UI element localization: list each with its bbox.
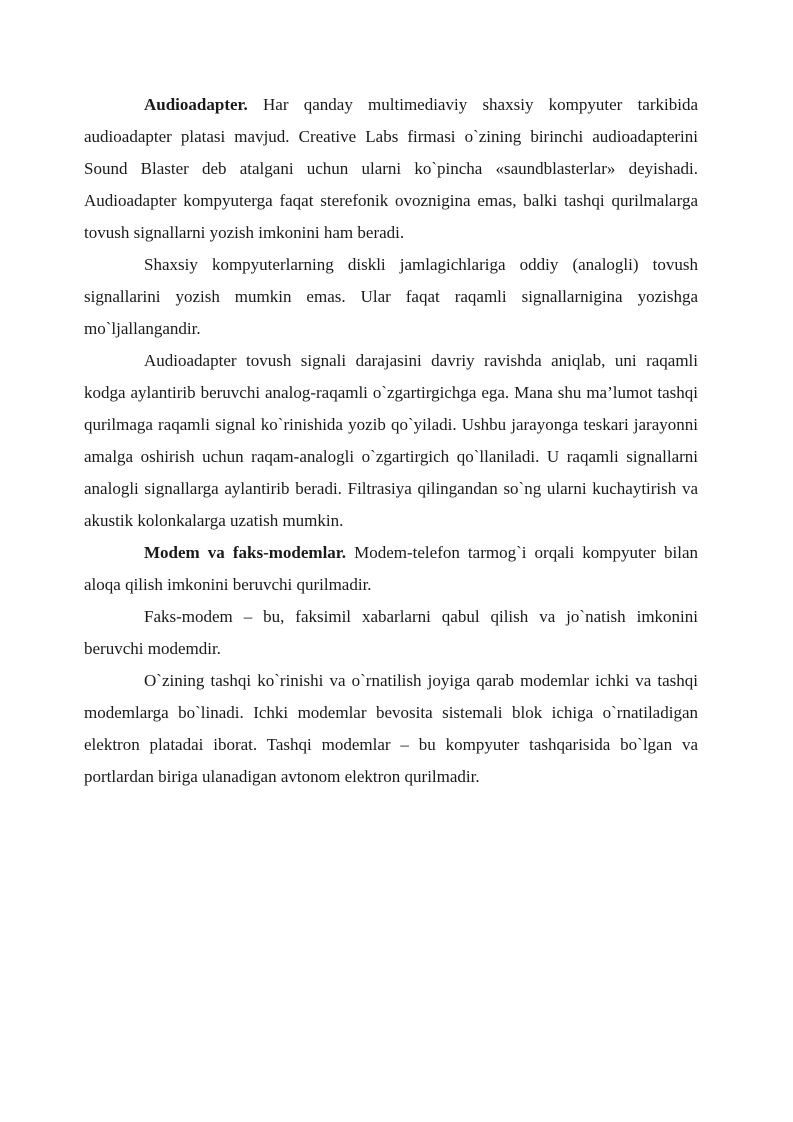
heading-modem: Modem va faks-modemlar.	[144, 543, 347, 562]
heading-audioadapter: Audioadapter.	[144, 95, 248, 114]
paragraph-converter	[84, 345, 698, 537]
document-page	[84, 89, 698, 793]
paragraph-modem-types	[84, 665, 698, 793]
paragraph-text: Audioadapter tovush signali darajasini davriy ravishda aniqlab, uni raqamli kodga aylantirib beruvchi analog-raqamli o`zgartirgichga ega. Mana shu ma’lumot tashqi qurilmaga raqamli signal ko`rinishida yozib qo`yiladi. Ushbu jarayonga teskari jarayonni amalga oshirish uchun raqam-analogli o`zgartirgich qo`llaniladi. U raqamli signallarni analogli signallarga aylantirib beradi. Filtrasiya qilingandan so`ng ularni kuchaytirish va akustik kolonkalarga uzatish mumkin.	[84, 351, 698, 530]
paragraph-modem	[84, 537, 698, 601]
paragraph-text: Faks-modem – bu, faksimil xabarlarni qabul qilish va jo`natish imkonini beruvchi modemdir.	[84, 607, 698, 658]
paragraph-text: O`zining tashqi ko`rinishi va o`rnatilish joyiga qarab modemlar ichki va tashqi modemlarga bo`linadi. Ichki modemlar bevosita sistemali blok ichiga o`rnatiladigan elektron platadai iborat. Tashqi modemlar – bu kompyuter tashqarisida bo`lgan va portlardan biriga ulanadigan avtonom elektron qurilmadir.	[84, 671, 698, 786]
paragraph-text: Har qanday multimediaviy shaxsiy kompyuter tarkibida audioadapter platasi mavjud. Creative Labs firmasi o`zining birinchi audioadapterini Sound Blaster deb atalgani uchun ularni ko`pincha «saundblasterlar» deyishadi. Audioadapter kompyuterga faqat sterefonik ovoznigina emas, balki tashqi qurilmalarga tovush signallarni yozish imkonini ham beradi.	[84, 95, 698, 242]
paragraph-audioadapter	[84, 89, 698, 249]
paragraph-text: Shaxsiy kompyuterlarning diskli jamlagichlariga oddiy (analogli) tovush signallarini yozish mumkin emas. Ular faqat raqamli signallarnigina yozishga mo`ljallangandir.	[84, 255, 698, 338]
paragraph-text: Modem-telefon tarmog`i orqali kompyuter bilan aloqa qilish imkonini beruvchi qurilmadir.	[84, 543, 698, 594]
paragraph-fax-modem	[84, 601, 698, 665]
paragraph-disk-storage	[84, 249, 698, 345]
